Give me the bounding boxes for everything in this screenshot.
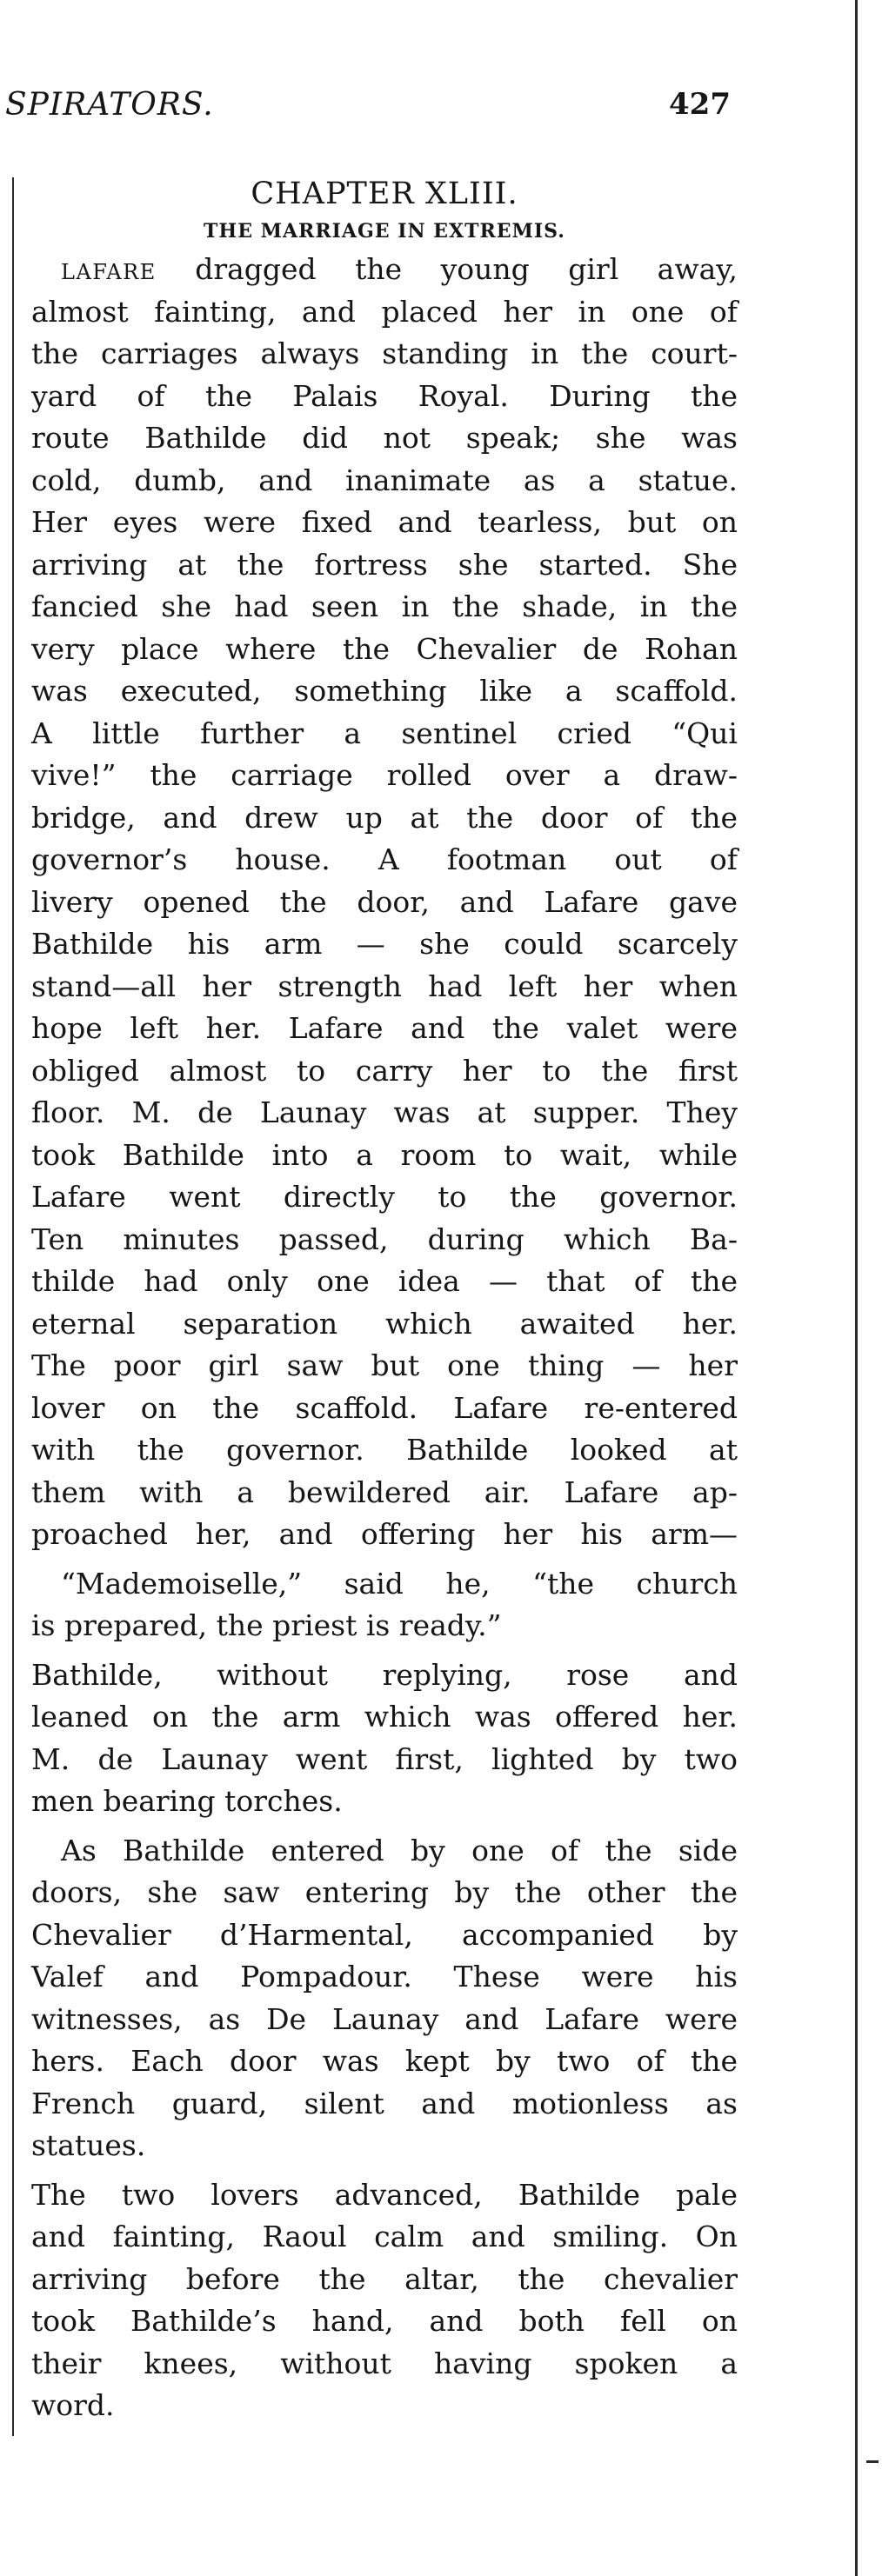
text-line: the carriages always standing in the court- [31,336,738,370]
text-line: Her eyes were fixed and tearless, but on [31,505,738,539]
text-line: them with a bewildered air. Lafare ap- [31,1474,738,1509]
text-line: hers. Each door was kept by two of the [31,2044,738,2078]
text-line: eternal separation which awaited her. [31,1306,738,1341]
running-title: SPIRATORS. [5,87,214,123]
text-line: governor’s house. A footman out of [31,842,738,876]
text-line: vive!” the carriage rolled over a draw- [31,758,738,792]
text-line: bridge, and drew up at the door of the [31,800,738,835]
chapter-subtitle: THE MARRIAGE IN EXTREMIS. [204,220,565,243]
text-line: arriving before the altar, the chevalier [31,2261,738,2296]
paragraph-3 [31,1654,738,1823]
text-line: livery opened the door, and Lafare gave [31,884,738,919]
text-line: “Mademoiselle,” said he, “the church [61,1566,738,1601]
paragraph-2 [31,1563,738,1647]
margin-dash-mark [866,2460,879,2463]
text-line: men bearing torches. [31,1784,343,1818]
text-line: their knees, without having spoken a [31,2346,738,2380]
page-number: 427 [669,87,731,122]
text-line: yard of the Palais Royal. During the [31,378,738,413]
text-line: route Bathilde did not speak; she was [31,421,738,455]
text-line: Valef and Pompadour. These were his [31,1960,738,1994]
text-line: statues. [31,2128,146,2162]
text-line: The poor girl saw but one thing — her [31,1348,738,1382]
text-line: arriving at the fortress she started. She [31,547,738,582]
text-line: LAFARE dragged the young girl away, [61,252,738,286]
text-line: fancied she had seen in the shade, in the [31,589,738,623]
text-line: The two lovers advanced, Bathilde pale [31,2177,738,2212]
chapter-title: CHAPTER XLIII. [251,176,518,211]
small-caps-lead: LAFARE [61,260,157,284]
right-margin-rule [855,0,858,2576]
text-line: is prepared, the priest is ready.” [31,1608,502,1642]
text-line: leaned on the arm which was offered her. [31,1700,738,1734]
text-line: obliged almost to carry her to the first [31,1053,738,1088]
paragraph-4 [31,1830,738,2167]
page-content [31,174,738,2434]
text-line: French guard, silent and motionless as [31,2086,738,2120]
text-line: As Bathilde entered by one of the side [61,1833,738,1867]
paragraph-1 [31,249,738,1556]
paragraph-5 [31,2174,738,2427]
left-margin-rule [12,177,14,2436]
text-line: was executed, something like a scaffold. [31,674,738,708]
text-line: M. de Launay went first, lighted by two [31,1741,738,1776]
text-line: very place where the Chevalier de Rohan [31,631,738,666]
running-header [5,87,731,139]
text-line: witnesses, as De Launay and Lafare were [31,2001,738,2036]
text-line: took Bathilde into a room to wait, while [31,1137,738,1172]
text-line: doors, she saw entering by the other the [31,1875,738,1909]
text-line: took Bathilde’s hand, and both fell on [31,2304,738,2338]
text-line: proached her, and offering her his arm— [31,1517,738,1551]
text-line: stand—all her strength had left her when [31,968,738,1003]
text-line: Lafare went directly to the governor. [31,1180,738,1214]
text-line: Ten minutes passed, during which Ba- [31,1221,738,1256]
text-line: floor. M. de Launay was at supper. They [31,1095,738,1129]
text-line: word. [31,2388,115,2422]
text-line: cold, dumb, and inanimate as a statue. [31,463,738,497]
text-line: lover on the scaffold. Lafare re-entered [31,1390,738,1425]
text-line: thilde had only one idea — that of the [31,1264,738,1298]
text-line: Chevalier d’Harmental, accompanied by [31,1917,738,1952]
body-text [31,249,738,2427]
text-line: Bathilde his arm — she could scarcely [31,927,738,961]
text-line: A little further a sentinel cried “Qui [31,716,738,750]
text-line: with the governor. Bathilde looked at [31,1433,738,1467]
text-line: and fainting, Raoul calm and smiling. On [31,2220,738,2253]
text-line: Bathilde, without replying, rose and [31,1657,738,1692]
text-line: hope left her. Lafare and the valet were [31,1011,738,1045]
text-line: almost fainting, and placed her in one of [31,294,738,329]
